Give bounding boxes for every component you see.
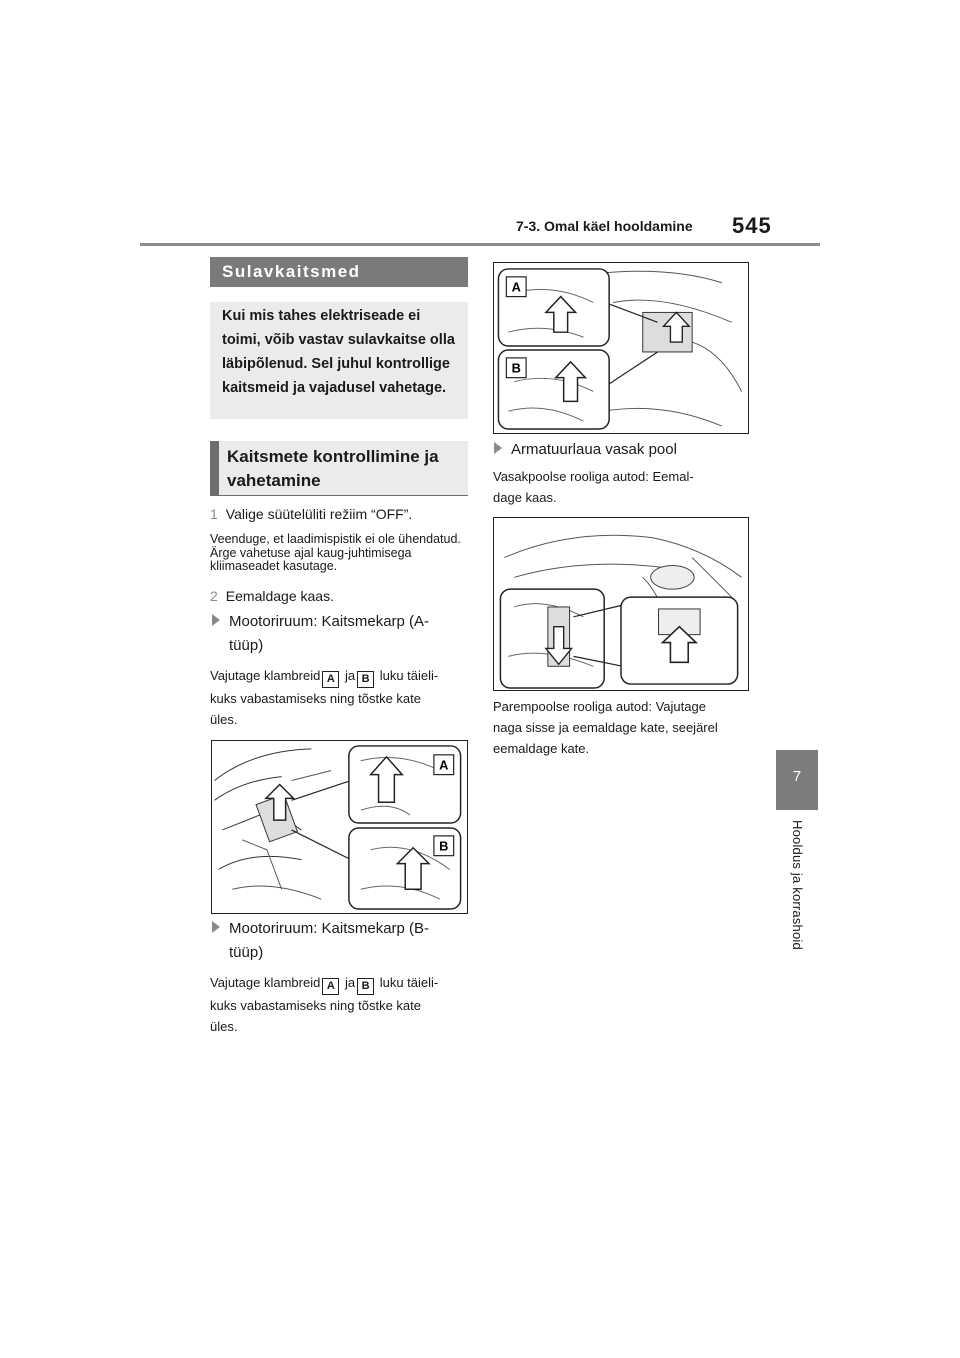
- text: kuks vabastamiseks ning tõstke kate: [210, 998, 421, 1013]
- step-1-note: Veenduge, et laadimispistik ei ole ühendatud. Ärge vahetuse ajal kaug-juhtimisega kliimaseadet kasutage.: [210, 532, 461, 573]
- text: luku täieli-: [379, 668, 439, 683]
- section-heading: 7-3. Omal käel hooldamine: [516, 218, 693, 234]
- step-text: Valige süütelüliti režiim “OFF”.: [225, 506, 413, 522]
- figure-label-a: A: [511, 279, 521, 295]
- subsection-title: Kaitsmete kontrollimine ja vahetamine: [210, 441, 468, 496]
- text: luku täieli-: [379, 975, 439, 990]
- header-rule: [140, 243, 820, 246]
- bullet-fuse-box-a: [212, 610, 472, 658]
- text: üles.: [210, 712, 238, 727]
- fuse-box-b-instruction: [210, 972, 472, 1037]
- bullet-text: tüüp): [229, 944, 264, 961]
- step-1: [210, 503, 470, 525]
- fuse-box-a-instruction: [210, 665, 472, 730]
- bullet-text: Mootoriruum: Kaitsmekarp (B-: [229, 920, 430, 937]
- label-b-chip: B: [357, 978, 374, 995]
- dashboard-illustration: [493, 517, 749, 691]
- bullet-text: Armatuurlaua vasak pool: [511, 441, 677, 458]
- figure-label-b: B: [439, 838, 449, 854]
- bullet-marker: [494, 442, 502, 454]
- engine-compartment-type-b-illustration: [493, 262, 749, 434]
- lhd-instruction: [493, 466, 755, 508]
- text: naga sisse ja eemaldage kate, seejärel: [493, 720, 718, 735]
- label-a-chip: A: [322, 671, 339, 688]
- bullet-dashboard-left: [494, 438, 754, 462]
- step-2: [210, 585, 470, 607]
- engine-compartment-illustration: [211, 740, 468, 914]
- bullet-fuse-box-b: [212, 917, 472, 965]
- text: üles.: [210, 1019, 238, 1034]
- text: Vasakpoolse rooliga autod: Eemal-: [493, 469, 694, 484]
- page-number: 545: [732, 213, 772, 238]
- chapter-label: Hooldus ja korrashoid: [790, 820, 805, 950]
- text: dage kaas.: [493, 490, 557, 505]
- bullet-text: Mootoriruum: Kaitsmekarp (A-: [229, 613, 430, 630]
- figure-label-a: A: [439, 757, 449, 773]
- text: ja: [344, 975, 356, 990]
- chapter-number: 7: [792, 768, 802, 785]
- text: Vajutage klambreid: [210, 975, 321, 990]
- dashboard-drawing: [494, 518, 748, 690]
- bullet-marker: [212, 921, 220, 933]
- text: ja: [344, 668, 356, 683]
- text: eemaldage kate.: [493, 741, 590, 756]
- step-number: 1: [210, 506, 218, 522]
- figure-label-b: B: [511, 360, 521, 376]
- section-title: Sulavkaitsmed: [210, 257, 468, 287]
- text: Vajutage klambreid: [210, 668, 321, 683]
- rhd-instruction: [493, 696, 755, 759]
- text: Parempoolse rooliga autod: Vajutage: [493, 699, 706, 714]
- engine-compartment-drawing: [212, 741, 467, 913]
- label-a-chip: A: [322, 978, 339, 995]
- step-text: Eemaldage kaas.: [225, 588, 334, 604]
- engine-compartment-type-b-drawing: [494, 263, 748, 433]
- intro-box: Kui mis tahes elektriseade ei toimi, võib vastav sulavkaitse olla läbipõlenud. Sel juhul kontrollige kaitsmeid ja vajadusel vahetage.: [210, 302, 468, 419]
- label-b-chip: B: [357, 671, 374, 688]
- step-number: 2: [210, 588, 218, 604]
- bullet-marker: [212, 614, 220, 626]
- bullet-text: tüüp): [229, 637, 264, 654]
- text: kuks vabastamiseks ning tõstke kate: [210, 691, 421, 706]
